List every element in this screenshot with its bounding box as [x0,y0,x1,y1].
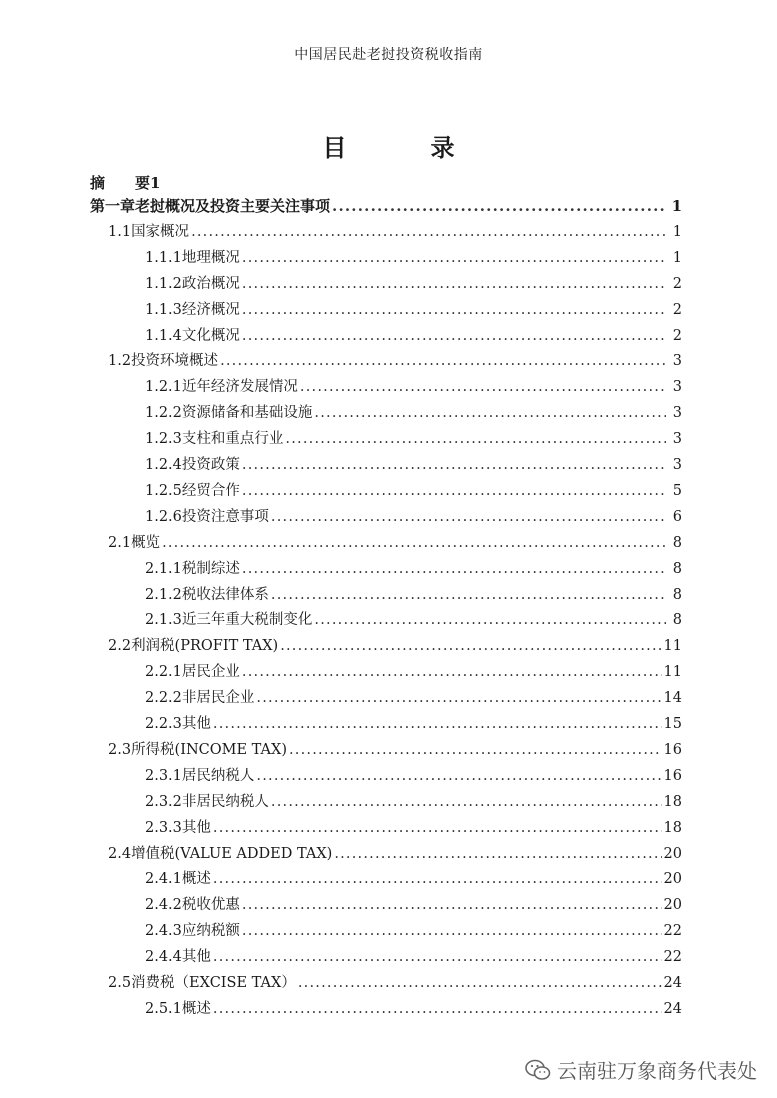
toc-entry-page: 1 [671,197,682,215]
toc-entry-number: 2.1.1 [145,560,182,577]
toc-entry-title: 利润税(PROFIT TAX) [131,638,279,655]
toc-entry-page: 16 [663,767,682,784]
toc-entry[interactable] [145,323,682,349]
toc-entry[interactable] [145,918,682,944]
toc-entry-title: 地理概况 [181,249,240,266]
toc-entry[interactable] [145,582,682,608]
toc-entry[interactable] [145,711,682,737]
toc-dot-leader [271,789,662,815]
toc-dot-leader [298,970,662,996]
toc-entry-title: 居民企业 [181,664,240,681]
toc-entry-page: 15 [663,716,682,732]
toc-dot-leader [314,607,666,633]
toc-entry-number: 2.1.2 [145,586,182,603]
toc-dot-leader [213,996,662,1022]
running-header: 中国居民赴老挝投资税收指南 [294,47,483,63]
toc-dot-leader [213,866,662,892]
toc-entry-number: 2.4.4 [145,949,182,966]
toc-dot-leader [334,841,661,867]
toc-entry-page: 3 [672,379,682,396]
toc-dot-leader [242,271,666,297]
toc-entry[interactable] [145,659,682,685]
toc-entry-page: 3 [672,405,682,422]
toc-entry-title: 应纳税额 [181,923,240,940]
toc-entry-page: 14 [663,690,682,707]
toc-entry-title: 资源储备和基础设施 [181,405,313,422]
toc-entry-number: 1.1 [108,223,132,240]
toc-dot-leader [242,297,666,323]
toc-entry[interactable] [108,348,682,374]
toc-entry[interactable] [108,841,682,867]
watermark [525,1055,757,1084]
toc-dot-leader [242,556,666,582]
toc-entry[interactable] [145,789,682,815]
toc-dot-leader [285,426,666,452]
toc-entry-number: 2.4.1 [145,871,182,888]
toc-abstract-entry[interactable] [90,172,160,193]
toc-dot-leader [271,582,666,608]
abstract-label-part2: 要1 [135,174,161,192]
toc-entry-title: 近三年重大税制变化 [181,612,313,629]
toc-entry-number: 2.4 [108,845,132,862]
toc-entry-number: 2.4.2 [145,897,182,914]
toc-entry-title: 投资环境概述 [131,353,219,370]
toc-entry-page: 8 [672,534,682,551]
toc-entry-number: 1.2.5 [145,482,182,499]
toc-entry-page: 1 [672,223,682,240]
toc-entry-page: 22 [663,923,682,940]
toc-entry-title: 其他 [181,949,211,966]
toc-entry-title: 增值税(VALUE ADDED TAX) [131,845,333,862]
toc-dot-leader [213,711,662,737]
toc-entry-page: 3 [672,457,682,473]
toc-dot-leader [300,374,666,400]
toc-dot-leader [332,193,666,219]
toc-entry[interactable] [145,685,682,711]
toc-entry-page: 18 [663,793,682,810]
toc-entry-title: 国家概况 [131,223,190,240]
toc-entry-page: 22 [663,949,682,966]
toc-dot-leader [314,400,666,426]
toc-entry[interactable] [145,245,682,271]
toc-entry[interactable] [145,426,682,452]
toc-entry[interactable] [108,633,682,659]
toc-entry-number: 1.2.6 [145,508,182,525]
toc-entry-page: 2 [672,275,682,292]
toc-entry-number: 2.4.3 [145,923,182,940]
toc-dot-leader [242,659,662,685]
toc-entry-page: 8 [672,612,682,629]
toc-entry-page: 8 [672,560,682,577]
toc-entry-number: 1.2.1 [145,379,182,396]
toc-entry-page: 16 [663,741,682,758]
toc-entry-title: 居民纳税人 [181,767,255,784]
toc-entry-number: 2.3 [108,741,132,758]
toc-entry-page: 2 [672,327,682,344]
toc-entry-number: 2.3.1 [145,767,182,784]
toc-entry[interactable] [108,970,682,996]
toc-entry-page: 20 [663,897,682,914]
toc-entry[interactable] [145,478,682,504]
toc-entry-page: 3 [672,353,682,370]
toc-entry-page: 24 [663,1000,682,1017]
toc-entry[interactable] [145,996,682,1022]
toc-entry-page: 8 [672,586,682,603]
toc-entry-title: 非居民纳税人 [181,793,269,810]
toc-dot-leader [256,685,661,711]
toc-entry-title: 消费税（EXCISE TAX） [131,975,296,991]
toc-dot-leader [213,944,662,970]
toc-entry[interactable] [145,374,682,400]
toc-dot-leader [242,245,666,271]
toc-dot-leader [256,763,661,789]
toc-dot-leader [220,348,666,374]
toc-entry-page: 6 [672,508,682,525]
toc-entry[interactable] [145,504,682,530]
toc-entry[interactable] [108,530,682,556]
toc-entry[interactable] [145,556,682,582]
toc-entry[interactable] [108,737,682,763]
toc-entry-title: 税制综述 [181,560,240,577]
toc-entry-title: 其他 [181,716,211,732]
toc-entry-page: 5 [672,482,682,499]
toc-entry[interactable] [145,763,682,789]
toc-entry-number: 1.1.2 [145,275,182,292]
toc-entry-number: 2.2.1 [145,664,182,681]
toc-entry-number: 1.1.1 [145,249,182,266]
toc-entry-page: 11 [663,664,682,681]
toc-entry-number: 1.2 [108,353,132,370]
watermark-text: 云南驻万象商务代表处 [557,1059,757,1083]
toc-entry-title: 所得税(INCOME TAX) [131,741,287,758]
toc-entry-title: 老挝概况及投资主要关注事项 [135,197,331,215]
toc-dot-leader [162,530,666,556]
toc-entry-title: 经贸合作 [181,482,240,499]
toc-entry[interactable] [145,297,682,323]
toc-entry-title: 税收法律体系 [181,586,269,603]
toc-entry-title: 概述 [181,871,211,888]
toc-dot-leader [271,504,666,530]
toc-dot-leader [213,815,662,841]
toc-entry-number: 2.1.3 [145,612,182,629]
toc-entry-page: 20 [663,871,682,888]
toc-entry-title: 政治概况 [181,275,240,292]
toc-entry-page: 11 [663,638,682,655]
toc-entry-number: 2.2.2 [145,690,182,707]
toc-entry-page: 2 [672,301,682,318]
toc-entry-title: 近年经济发展情况 [181,379,298,396]
toc-entry-number: 2.3.3 [145,819,182,836]
toc-dot-leader [191,219,666,245]
toc-dot-leader [242,478,666,504]
toc-entry-number: 1.1.3 [145,301,182,318]
toc-entry[interactable] [145,892,682,918]
toc-dot-leader [242,323,666,349]
toc-entry-page: 24 [663,975,682,991]
toc-entry-number: 1.2.3 [145,431,182,448]
toc-dot-leader [242,918,662,944]
toc-dot-leader [242,892,662,918]
toc-entry-title: 概览 [131,534,161,551]
toc-entry[interactable] [108,219,682,245]
toc-entry-title: 其他 [181,819,211,836]
toc-entry-number: 2.5.1 [145,1000,182,1017]
toc-entry-page: 20 [663,845,682,862]
toc-entry-number: 2.5 [108,975,132,991]
toc-entry-page: 3 [672,431,682,448]
wechat-icon [525,1059,551,1081]
toc-entry-title: 投资政策 [181,457,240,473]
toc-entry-title: 概述 [181,1000,211,1017]
toc-dot-leader [242,452,666,478]
toc-entry-title: 文化概况 [181,327,240,344]
toc-entry-title: 税收优惠 [181,897,240,914]
toc-entry-number: 1.2.2 [145,405,182,422]
toc-entry-number: 2.2.3 [145,716,182,732]
abstract-label-part1: 摘 [90,174,106,192]
toc-entry-page: 18 [663,819,682,836]
toc-entry[interactable] [145,815,682,841]
toc-entry[interactable] [145,866,682,892]
toc-entry-title: 经济概况 [181,301,240,318]
toc-entry-number: 2.3.2 [145,793,182,810]
toc-entry[interactable] [145,271,682,297]
toc-entry-title: 非居民企业 [181,690,255,707]
toc-title: 目 录 [322,133,485,162]
toc-entry-number: 2.2 [108,638,132,655]
toc-dot-leader [280,633,661,659]
toc-entry-number: 2.1 [108,534,132,551]
toc-entry-number: 第一章 [90,197,136,215]
toc-entry[interactable] [145,400,682,426]
toc-entry-title: 投资注意事项 [181,508,269,525]
toc-entry[interactable] [90,193,682,219]
toc-entry-number: 1.1.4 [145,327,182,344]
toc-entry[interactable] [145,607,682,633]
toc-entry-page: 1 [672,249,682,266]
toc-entry-title: 支柱和重点行业 [181,431,284,448]
toc-entry[interactable] [145,944,682,970]
toc-entry-number: 1.2.4 [145,457,182,473]
toc-dot-leader [289,737,662,763]
toc-entry[interactable] [145,452,682,478]
